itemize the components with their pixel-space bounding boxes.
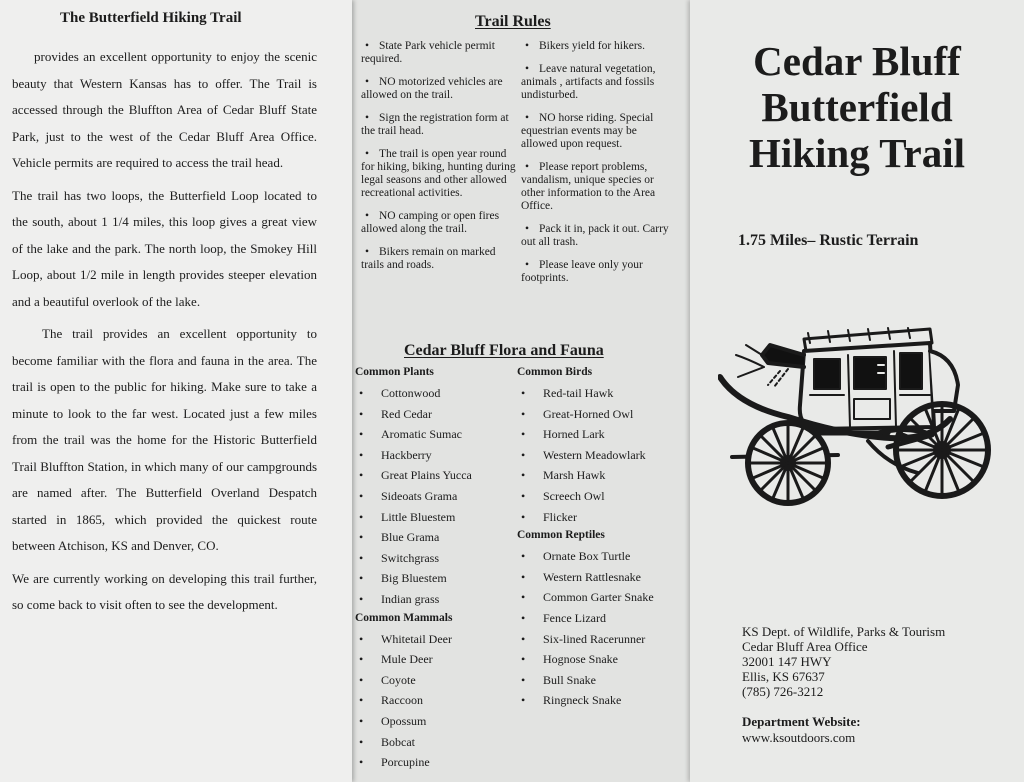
trail-rule-right-5: • Pack it in, pack it out. Carry out all trash. [521, 223, 676, 249]
reptile-item: • Western Rattlesnake [517, 567, 682, 588]
mammal-item: • Whitetail Deer [355, 629, 515, 650]
mammal-item: • Raccoon [355, 690, 515, 711]
mammal-item: • Mule Deer [355, 649, 515, 670]
paragraph-intro: provides an excellent opportunity to enjoy the scenic beauty that Western Kansas has to offer. The Trail is accessed through the Bluffton Area of Cedar Bluff State Park, just to the west of the Cedar Bluff Area Office. Vehicle permits are required to access the trail head. [12, 49, 317, 170]
trail-rule-left-1: • State Park vehicle permit required. [361, 40, 516, 66]
bird-item: • Red-tail Hawk [517, 383, 682, 404]
paragraph-development: We are currently working on developing this trail further, so come back to visit often to see the development. [12, 570, 317, 612]
website-label: Department Website: [742, 714, 861, 729]
bird-item: • Flicker [517, 507, 682, 528]
cover-title [690, 38, 1024, 176]
trail-rule-right-6: • Please leave only your footprints. [521, 259, 676, 285]
cover-subtitle: 1.75 Miles– Rustic Terrain [738, 232, 919, 249]
reptile-item: • Six-lined Racerunner [517, 629, 682, 650]
common-plants-list [355, 383, 515, 610]
reptile-item: • Ringneck Snake [517, 690, 682, 711]
plant-item: • Blue Grama [355, 527, 515, 548]
trail-rule-right-1: • Bikers yield for hikers. [521, 40, 676, 53]
cover-title-line-1: Cedar Bluff [753, 38, 961, 84]
bird-item: • Great-Horned Owl [517, 404, 682, 425]
cover-title-line-2: Butterfield [761, 84, 953, 130]
address-line-city: Ellis, KS 67637 [742, 669, 825, 684]
middle-panel [341, 0, 693, 782]
reptile-item: • Hognose Snake [517, 649, 682, 670]
office-address [742, 624, 945, 699]
bird-item: • Marsh Hawk [517, 465, 682, 486]
flora-fauna-right-column [517, 366, 682, 713]
mammal-item: • Coyote [355, 670, 515, 691]
flora-fauna-left-column [355, 366, 515, 775]
trail-rule-right-4: • Please report problems, vandalism, unique species or other information to the Area Office. [521, 161, 676, 213]
common-birds-list [517, 383, 682, 527]
plant-item: • Hackberry [355, 445, 515, 466]
trail-rule-left-5: • NO camping or open fires allowed along the trail. [361, 210, 516, 236]
trail-rules-right-column [521, 40, 676, 295]
bird-item: • Screech Owl [517, 486, 682, 507]
common-plants-heading: Common Plants [355, 366, 434, 378]
trail-rule-right-3: • NO horse riding. Special equestrian events may be allowed upon request. [521, 112, 676, 151]
left-panel-title: The Butterfield Hiking Trail [60, 10, 242, 26]
common-mammals-heading: Common Mammals [355, 611, 453, 624]
reptile-item: • Common Garter Snake [517, 587, 682, 608]
common-reptiles-list [517, 546, 682, 711]
left-panel-body [12, 44, 317, 625]
mammal-item: • Bobcat [355, 732, 515, 753]
trail-rule-left-4: • The trail is open year round for hiking, biking, hunting during legal seasons and other allowed recreational activities. [361, 148, 516, 200]
reptile-item: • Ornate Box Turtle [517, 546, 682, 567]
plant-item: • Red Cedar [355, 404, 515, 425]
plant-item: • Indian grass [355, 589, 515, 610]
mammal-item: • Opossum [355, 711, 515, 732]
trail-rules-title: Trail Rules [475, 13, 551, 30]
plant-item: • Aromatic Sumac [355, 424, 515, 445]
address-line-street: 32001 147 HWY [742, 654, 832, 669]
website-url[interactable]: www.ksoutdoors.com [742, 730, 856, 745]
stagecoach-illustration [718, 315, 998, 510]
trail-rule-left-2: • NO motorized vehicles are allowed on the trail. [361, 76, 516, 102]
plant-item: • Switchgrass [355, 548, 515, 569]
reptile-item: • Fence Lizard [517, 608, 682, 629]
plant-item: • Sideoats Grama [355, 486, 515, 507]
plant-item: • Great Plains Yucca [355, 465, 515, 486]
address-line-agency: KS Dept. of Wildlife, Parks & Tourism [742, 624, 946, 639]
common-mammals-list [355, 629, 515, 773]
reptile-item: • Bull Snake [517, 670, 682, 691]
flora-fauna-title: Cedar Bluff Flora and Fauna [404, 342, 604, 359]
cover-title-line-3: Hiking Trail [748, 130, 966, 176]
address-line-office: Cedar Bluff Area Office [742, 639, 868, 654]
mammal-item: • Porcupine [355, 752, 515, 773]
plant-item: • Little Bluestem [355, 507, 515, 528]
plant-item: • Big Bluestem [355, 568, 515, 589]
paragraph-loops: The trail has two loops, the Butterfield Loop located to the south, about 1 1/4 miles, this loop gives a great view of the lake and the park. The north loop, the Smokey Hill Loop, about 1/2 mile in length provides steeper elevation and a beautiful overlook of the lake. [12, 187, 317, 309]
address-line-phone: (785) 726-3212 [742, 684, 824, 699]
plant-item: • Cottonwood [355, 383, 515, 404]
left-panel [0, 0, 352, 782]
trail-rules-left-column [361, 40, 516, 282]
common-birds-heading: Common Birds [517, 366, 593, 378]
trail-rule-left-6: • Bikers remain on marked trails and roads. [361, 246, 516, 272]
paragraph-flora-history: The trail provides an excellent opportunity to become familiar with the flora and fauna in the area. The trail is open to the public for hiking. Make sure to take a minute to look to the far west. Located just a few miles from the trail was the home for the Historic Butterfield Trail Bluffton Station, in which many of our campgrounds are named after. The Butterfield Overland Despatch started in 1865, which provided the quickest route between Atchison, KS and Denver, CO. [12, 326, 317, 553]
cover-panel [690, 0, 1024, 782]
bird-item: • Western Meadowlark [517, 445, 682, 466]
trail-rule-right-2: • Leave natural vegetation, animals , artifacts and fossils undisturbed. [521, 63, 676, 102]
common-reptiles-heading: Common Reptiles [517, 529, 605, 542]
trail-rule-left-3: • Sign the registration form at the trail head. [361, 112, 516, 138]
bird-item: • Horned Lark [517, 424, 682, 445]
